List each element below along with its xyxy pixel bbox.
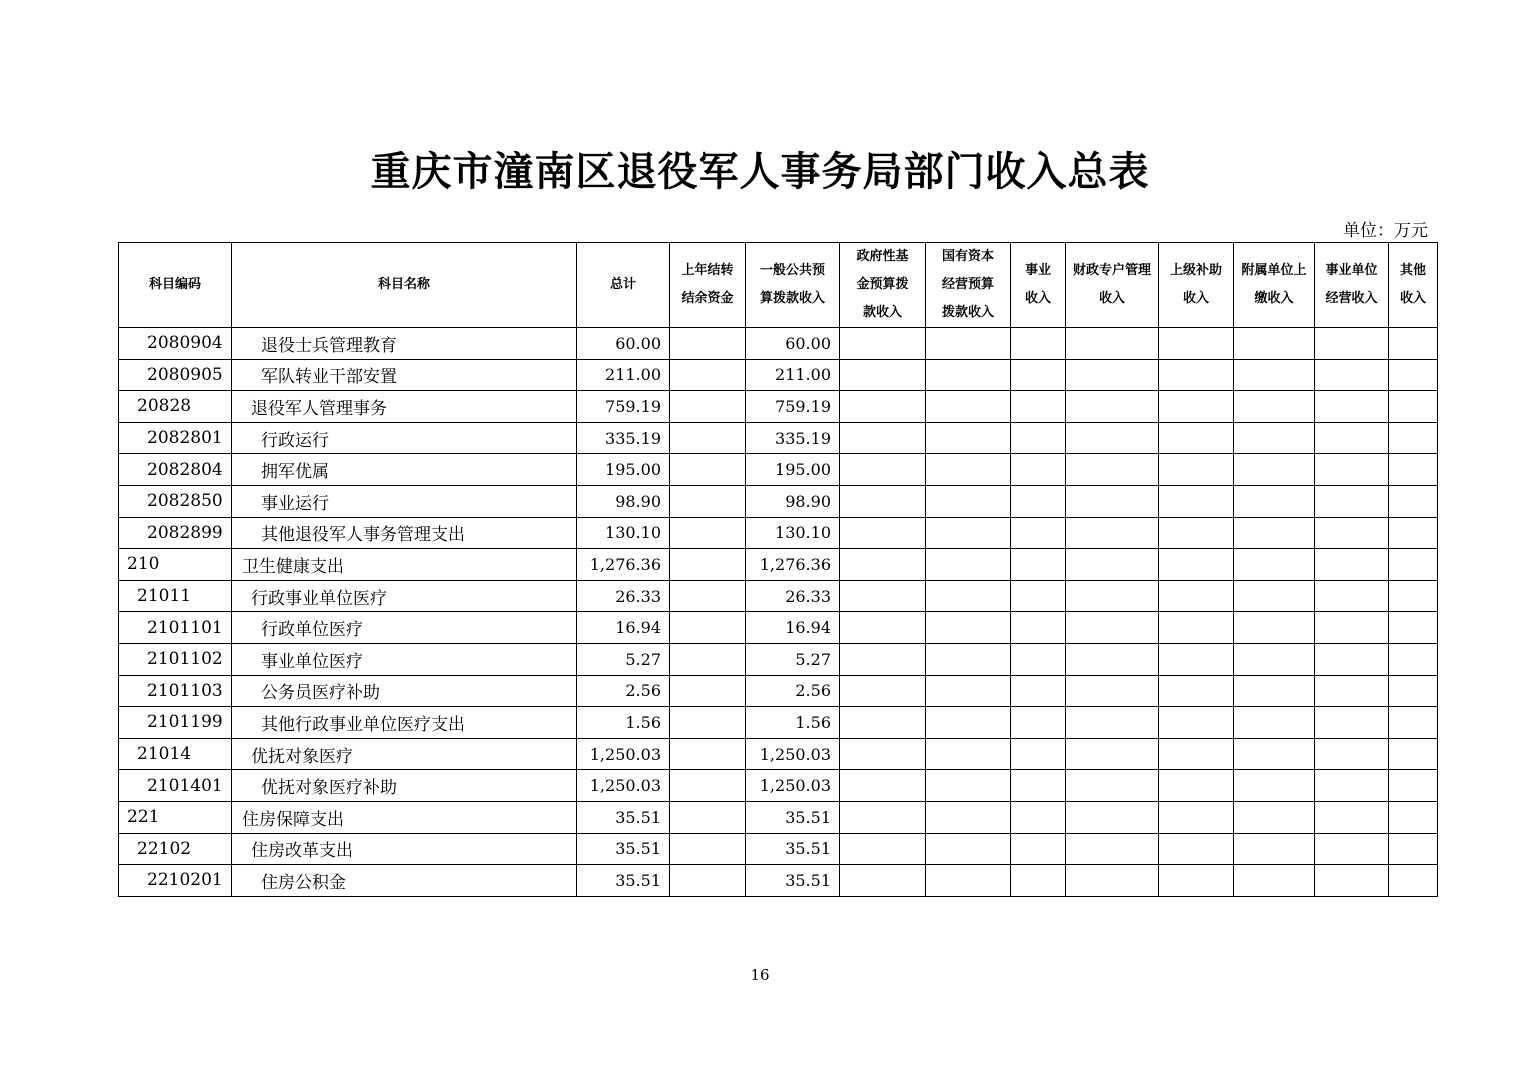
row-empty-cell	[1234, 580, 1315, 612]
row-empty-cell	[1389, 707, 1438, 739]
row-empty-cell	[1315, 770, 1389, 802]
row-empty-cell	[1066, 517, 1159, 549]
row-empty-cell	[1159, 643, 1234, 675]
row-name: 拥军优属	[232, 454, 577, 486]
row-empty-cell	[1011, 865, 1066, 897]
row-general-budget: 26.33	[746, 580, 840, 612]
row-code: 21014	[119, 738, 232, 770]
row-name: 事业单位医疗	[232, 643, 577, 675]
header-name: 科目名称	[232, 243, 577, 328]
row-empty-cell	[1159, 612, 1234, 644]
row-code: 2082804	[119, 454, 232, 486]
header-affiliated: 附属单位上缴收入	[1234, 243, 1315, 328]
row-empty-cell	[926, 833, 1011, 865]
row-empty-cell	[1159, 485, 1234, 517]
table-row	[119, 328, 1438, 360]
row-empty-cell	[1315, 707, 1389, 739]
row-total: 130.10	[577, 517, 670, 549]
row-general-budget: 130.10	[746, 517, 840, 549]
row-total: 1,276.36	[577, 549, 670, 581]
table-header-row	[119, 243, 1438, 328]
row-empty-cell	[1011, 580, 1066, 612]
row-general-budget: 35.51	[746, 865, 840, 897]
row-empty-cell	[926, 612, 1011, 644]
table-row	[119, 612, 1438, 644]
row-empty-cell	[1011, 454, 1066, 486]
row-empty-cell	[1011, 675, 1066, 707]
table-row	[119, 422, 1438, 454]
row-empty-cell	[1234, 801, 1315, 833]
row-name: 军队转业干部安置	[232, 359, 577, 391]
header-general-budget: 一般公共预算拨款收入	[746, 243, 840, 328]
row-name: 退役士兵管理教育	[232, 328, 577, 360]
row-empty-cell	[1066, 580, 1159, 612]
row-general-budget: 1,250.03	[746, 738, 840, 770]
table-row	[119, 738, 1438, 770]
row-empty-cell	[1159, 422, 1234, 454]
row-total: 35.51	[577, 865, 670, 897]
row-empty-cell	[926, 707, 1011, 739]
row-empty-cell	[1389, 612, 1438, 644]
row-empty-cell	[1066, 328, 1159, 360]
row-total: 1,250.03	[577, 738, 670, 770]
row-empty-cell	[1011, 517, 1066, 549]
row-empty-cell	[840, 328, 926, 360]
row-name: 行政运行	[232, 422, 577, 454]
row-empty-cell	[926, 517, 1011, 549]
row-empty-cell	[1011, 801, 1066, 833]
row-code: 2080905	[119, 359, 232, 391]
row-code: 20828	[119, 391, 232, 423]
row-empty-cell	[1011, 422, 1066, 454]
table-row	[119, 833, 1438, 865]
row-carryover	[670, 707, 746, 739]
table-row	[119, 707, 1438, 739]
row-empty-cell	[1159, 391, 1234, 423]
header-special-account: 财政专户管理收入	[1066, 243, 1159, 328]
row-name: 退役军人管理事务	[232, 391, 577, 423]
row-empty-cell	[926, 643, 1011, 675]
row-total: 335.19	[577, 422, 670, 454]
header-carryover: 上年结转结余资金	[670, 243, 746, 328]
row-general-budget: 1,276.36	[746, 549, 840, 581]
row-total: 1.56	[577, 707, 670, 739]
row-empty-cell	[926, 865, 1011, 897]
row-name: 其他行政事业单位医疗支出	[232, 707, 577, 739]
table-row	[119, 454, 1438, 486]
row-general-budget: 2.56	[746, 675, 840, 707]
row-empty-cell	[1234, 454, 1315, 486]
row-code: 2082899	[119, 517, 232, 549]
table-row	[119, 770, 1438, 802]
row-empty-cell	[840, 391, 926, 423]
row-name: 卫生健康支出	[232, 549, 577, 581]
row-carryover	[670, 801, 746, 833]
row-carryover	[670, 770, 746, 802]
row-empty-cell	[1066, 675, 1159, 707]
row-carryover	[670, 865, 746, 897]
row-empty-cell	[926, 580, 1011, 612]
row-empty-cell	[1234, 865, 1315, 897]
row-name: 事业运行	[232, 485, 577, 517]
row-empty-cell	[1066, 865, 1159, 897]
row-total: 211.00	[577, 359, 670, 391]
row-empty-cell	[1066, 770, 1159, 802]
row-carryover	[670, 359, 746, 391]
row-empty-cell	[1315, 422, 1389, 454]
row-carryover	[670, 454, 746, 486]
row-empty-cell	[1315, 391, 1389, 423]
row-empty-cell	[840, 833, 926, 865]
row-general-budget: 98.90	[746, 485, 840, 517]
row-carryover	[670, 485, 746, 517]
unit-label: 单位：万元	[1343, 221, 1428, 241]
row-empty-cell	[1066, 454, 1159, 486]
page-number: 16	[750, 966, 770, 984]
row-empty-cell	[1159, 359, 1234, 391]
row-empty-cell	[1315, 801, 1389, 833]
row-empty-cell	[840, 359, 926, 391]
row-empty-cell	[1389, 833, 1438, 865]
header-state-capital: 国有资本经营预算拨款收入	[926, 243, 1011, 328]
row-empty-cell	[1159, 549, 1234, 581]
row-empty-cell	[1159, 865, 1234, 897]
header-other: 其他收入	[1389, 243, 1438, 328]
row-empty-cell	[1066, 422, 1159, 454]
row-empty-cell	[840, 707, 926, 739]
row-empty-cell	[1066, 643, 1159, 675]
row-empty-cell	[1011, 328, 1066, 360]
row-empty-cell	[926, 738, 1011, 770]
row-name: 住房公积金	[232, 865, 577, 897]
row-code: 2101199	[119, 707, 232, 739]
row-carryover	[670, 833, 746, 865]
row-total: 1,250.03	[577, 770, 670, 802]
row-empty-cell	[1389, 675, 1438, 707]
row-empty-cell	[1234, 391, 1315, 423]
row-empty-cell	[1159, 454, 1234, 486]
row-general-budget: 335.19	[746, 422, 840, 454]
row-carryover	[670, 643, 746, 675]
row-empty-cell	[1315, 359, 1389, 391]
row-empty-cell	[840, 422, 926, 454]
row-code: 210	[119, 549, 232, 581]
row-total: 16.94	[577, 612, 670, 644]
row-empty-cell	[1389, 359, 1438, 391]
row-total: 35.51	[577, 801, 670, 833]
row-code: 2101401	[119, 770, 232, 802]
row-empty-cell	[1066, 833, 1159, 865]
row-empty-cell	[1159, 738, 1234, 770]
row-general-budget: 1,250.03	[746, 770, 840, 802]
row-empty-cell	[1159, 707, 1234, 739]
row-empty-cell	[1066, 707, 1159, 739]
row-empty-cell	[840, 454, 926, 486]
row-empty-cell	[1234, 833, 1315, 865]
row-empty-cell	[1315, 580, 1389, 612]
row-empty-cell	[1234, 707, 1315, 739]
row-empty-cell	[1066, 359, 1159, 391]
header-operating: 事业单位经营收入	[1315, 243, 1389, 328]
row-carryover	[670, 328, 746, 360]
row-empty-cell	[1011, 770, 1066, 802]
row-empty-cell	[1066, 391, 1159, 423]
row-empty-cell	[1315, 612, 1389, 644]
header-gov-fund: 政府性基金预算拨款收入	[840, 243, 926, 328]
row-empty-cell	[926, 675, 1011, 707]
row-empty-cell	[1159, 675, 1234, 707]
row-empty-cell	[1315, 328, 1389, 360]
table-row	[119, 643, 1438, 675]
row-empty-cell	[1011, 612, 1066, 644]
row-total: 60.00	[577, 328, 670, 360]
row-empty-cell	[1011, 738, 1066, 770]
row-code: 22102	[119, 833, 232, 865]
row-carryover	[670, 580, 746, 612]
row-empty-cell	[1315, 643, 1389, 675]
row-empty-cell	[840, 801, 926, 833]
row-name: 优抚对象医疗补助	[232, 770, 577, 802]
row-empty-cell	[926, 359, 1011, 391]
row-empty-cell	[1066, 485, 1159, 517]
row-empty-cell	[1315, 865, 1389, 897]
row-empty-cell	[1234, 517, 1315, 549]
row-code: 2080904	[119, 328, 232, 360]
row-empty-cell	[926, 391, 1011, 423]
row-total: 5.27	[577, 643, 670, 675]
row-empty-cell	[840, 485, 926, 517]
row-empty-cell	[1234, 328, 1315, 360]
row-empty-cell	[1389, 391, 1438, 423]
table-row	[119, 549, 1438, 581]
row-empty-cell	[1389, 643, 1438, 675]
row-empty-cell	[1234, 643, 1315, 675]
row-empty-cell	[1315, 517, 1389, 549]
row-empty-cell	[1315, 485, 1389, 517]
row-carryover	[670, 675, 746, 707]
row-carryover	[670, 549, 746, 581]
table-row	[119, 391, 1438, 423]
row-empty-cell	[1234, 359, 1315, 391]
table-row	[119, 359, 1438, 391]
row-empty-cell	[1011, 549, 1066, 581]
row-total: 759.19	[577, 391, 670, 423]
row-empty-cell	[840, 517, 926, 549]
row-code: 221	[119, 801, 232, 833]
row-empty-cell	[840, 738, 926, 770]
row-carryover	[670, 422, 746, 454]
table-row	[119, 801, 1438, 833]
row-total: 98.90	[577, 485, 670, 517]
row-empty-cell	[1159, 801, 1234, 833]
row-carryover	[670, 612, 746, 644]
row-empty-cell	[1234, 422, 1315, 454]
row-code: 2101102	[119, 643, 232, 675]
row-empty-cell	[1011, 359, 1066, 391]
row-empty-cell	[1389, 738, 1438, 770]
row-empty-cell	[1159, 580, 1234, 612]
row-name: 公务员医疗补助	[232, 675, 577, 707]
row-general-budget: 16.94	[746, 612, 840, 644]
row-empty-cell	[1011, 707, 1066, 739]
row-empty-cell	[1234, 485, 1315, 517]
row-empty-cell	[1159, 770, 1234, 802]
row-empty-cell	[1011, 391, 1066, 423]
row-empty-cell	[1389, 801, 1438, 833]
row-empty-cell	[926, 485, 1011, 517]
table-row	[119, 580, 1438, 612]
row-code: 2101101	[119, 612, 232, 644]
row-empty-cell	[1315, 549, 1389, 581]
row-code: 21011	[119, 580, 232, 612]
row-empty-cell	[1234, 770, 1315, 802]
row-empty-cell	[840, 865, 926, 897]
row-general-budget: 35.51	[746, 833, 840, 865]
row-empty-cell	[840, 675, 926, 707]
row-empty-cell	[1389, 580, 1438, 612]
row-empty-cell	[1011, 643, 1066, 675]
row-empty-cell	[926, 770, 1011, 802]
row-empty-cell	[1234, 738, 1315, 770]
row-total: 195.00	[577, 454, 670, 486]
row-carryover	[670, 738, 746, 770]
row-empty-cell	[926, 454, 1011, 486]
row-empty-cell	[1389, 422, 1438, 454]
row-empty-cell	[1234, 612, 1315, 644]
row-empty-cell	[1389, 517, 1438, 549]
row-empty-cell	[1315, 454, 1389, 486]
row-general-budget: 211.00	[746, 359, 840, 391]
table-row	[119, 485, 1438, 517]
row-name: 住房保障支出	[232, 801, 577, 833]
row-empty-cell	[1389, 328, 1438, 360]
row-empty-cell	[1389, 549, 1438, 581]
row-empty-cell	[1315, 738, 1389, 770]
table-body	[119, 328, 1438, 897]
row-empty-cell	[1066, 801, 1159, 833]
row-empty-cell	[840, 770, 926, 802]
row-empty-cell	[1159, 833, 1234, 865]
row-empty-cell	[926, 801, 1011, 833]
row-empty-cell	[840, 612, 926, 644]
row-empty-cell	[1011, 833, 1066, 865]
row-empty-cell	[1011, 485, 1066, 517]
row-empty-cell	[840, 643, 926, 675]
row-general-budget: 1.56	[746, 707, 840, 739]
row-carryover	[670, 391, 746, 423]
row-empty-cell	[1389, 865, 1438, 897]
row-empty-cell	[1315, 675, 1389, 707]
header-superior-subsidy: 上级补助收入	[1159, 243, 1234, 328]
row-total: 2.56	[577, 675, 670, 707]
row-code: 2210201	[119, 865, 232, 897]
row-total: 26.33	[577, 580, 670, 612]
row-empty-cell	[1159, 328, 1234, 360]
row-general-budget: 60.00	[746, 328, 840, 360]
row-empty-cell	[1066, 612, 1159, 644]
row-empty-cell	[1389, 454, 1438, 486]
row-empty-cell	[1234, 549, 1315, 581]
header-business-income: 事业收入	[1011, 243, 1066, 328]
row-code: 2082801	[119, 422, 232, 454]
row-name: 优抚对象医疗	[232, 738, 577, 770]
row-empty-cell	[1389, 770, 1438, 802]
row-empty-cell	[840, 580, 926, 612]
page-title: 重庆市潼南区退役军人事务局部门收入总表	[370, 148, 1150, 195]
row-empty-cell	[1234, 675, 1315, 707]
row-empty-cell	[1315, 833, 1389, 865]
row-empty-cell	[1066, 738, 1159, 770]
row-general-budget: 759.19	[746, 391, 840, 423]
income-summary-table	[118, 242, 1438, 897]
row-empty-cell	[926, 328, 1011, 360]
row-name: 行政事业单位医疗	[232, 580, 577, 612]
row-name: 其他退役军人事务管理支出	[232, 517, 577, 549]
row-general-budget: 35.51	[746, 801, 840, 833]
row-empty-cell	[1159, 517, 1234, 549]
row-empty-cell	[926, 549, 1011, 581]
header-total: 总计	[577, 243, 670, 328]
row-general-budget: 195.00	[746, 454, 840, 486]
row-total: 35.51	[577, 833, 670, 865]
row-code: 2082850	[119, 485, 232, 517]
row-general-budget: 5.27	[746, 643, 840, 675]
row-empty-cell	[926, 422, 1011, 454]
row-name: 行政单位医疗	[232, 612, 577, 644]
row-code: 2101103	[119, 675, 232, 707]
row-carryover	[670, 517, 746, 549]
table-row	[119, 675, 1438, 707]
row-empty-cell	[1066, 549, 1159, 581]
table-row	[119, 865, 1438, 897]
row-empty-cell	[840, 549, 926, 581]
row-empty-cell	[1389, 485, 1438, 517]
row-name: 住房改革支出	[232, 833, 577, 865]
header-code: 科目编码	[119, 243, 232, 328]
table-row	[119, 517, 1438, 549]
